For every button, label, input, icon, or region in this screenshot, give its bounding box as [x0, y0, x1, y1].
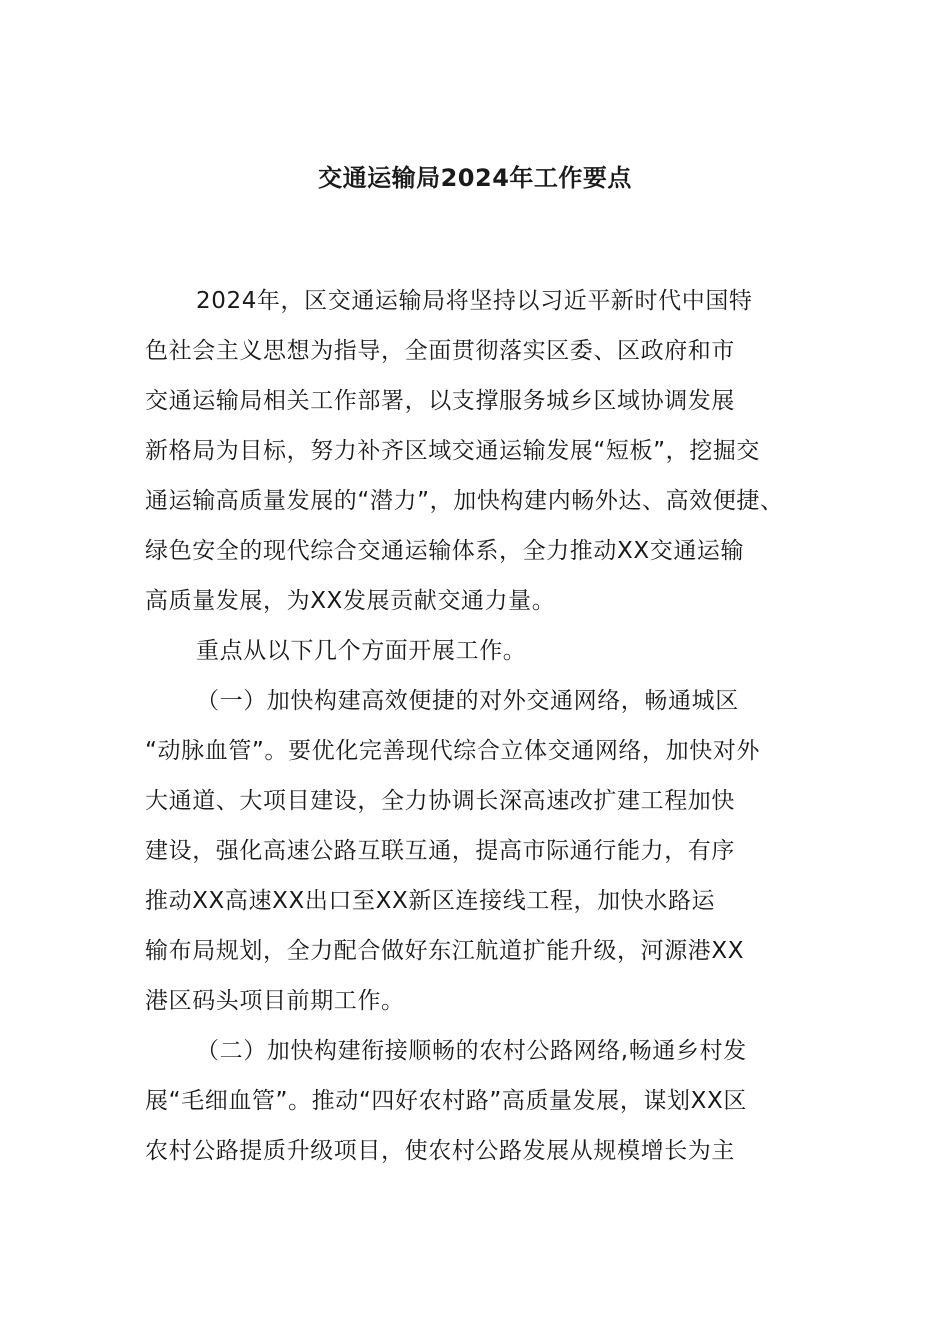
paragraph-line: 交通运输局相关工作部署，以支撑服务城乡区域协调发展 — [145, 388, 735, 414]
paragraph-line: 高质量发展，为XX发展贡献交通力量。 — [145, 588, 556, 614]
paragraph-line: （二）加快构建衔接顺畅的农村公路网络,畅通乡村发 — [196, 1038, 747, 1064]
paragraph-line: 推动XX高速XX出口至XX新区连接线工程，加快水路运 — [145, 888, 716, 914]
paragraph-line: 色社会主义思想为指导，全面贯彻落实区委、区政府和市 — [145, 338, 735, 364]
paragraph-line: 建设，强化高速公路互联互通，提高市际通行能力，有序 — [145, 838, 735, 864]
paragraph-line: 输布局规划，全力配合做好东江航道扩能升级，河源港XX — [145, 938, 745, 964]
paragraph-line: 通运输高质量发展的“潜力”，加快构建内畅外达、高效便捷、 — [145, 488, 784, 514]
paragraph-line: （一）加快构建高效便捷的对外交通网络，畅通城区 — [196, 688, 739, 714]
paragraph-line: 港区码头项目前期工作。 — [145, 988, 405, 1014]
paragraph-line: 农村公路提质升级项目，使农村公路发展从规模增长为主 — [145, 1138, 735, 1164]
paragraph-line: 2024年，区交通运输局将坚持以习近平新时代中国特 — [196, 288, 753, 314]
document-title: 交通运输局2024年工作要点 — [318, 164, 632, 192]
paragraph-line: 绿色安全的现代综合交通运输体系，全力推动XX交通运输 — [145, 538, 745, 564]
paragraph-line: 新格局为目标，努力补齐区域交通运输发展“短板”，挖掘交 — [145, 438, 761, 464]
paragraph-line: 大通道、大项目建设，全力协调长深高速改扩建工程加快 — [145, 788, 735, 814]
paragraph-line: 重点从以下几个方面开展工作。 — [196, 638, 527, 664]
paragraph-line: “动脉血管”。要优化完善现代综合立体交通网络，加快对外 — [145, 738, 761, 764]
paragraph-line: 展“毛细血管”。推动“四好农村路”高质量发展，谋划XX区 — [145, 1088, 747, 1114]
